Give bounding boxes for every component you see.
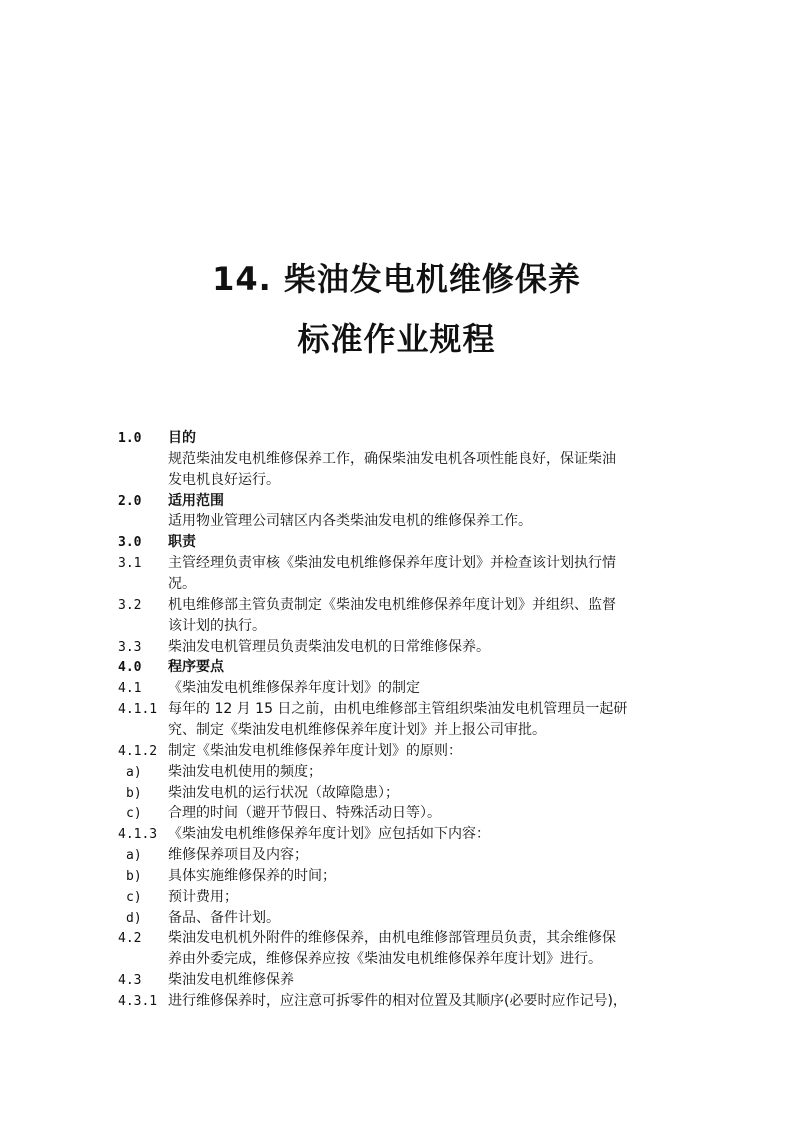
clause-number: 1.0 [118,431,142,446]
clause-number: 4.3 [118,973,142,989]
clause-number: 4.0 [118,660,142,676]
clause-number: d) [126,910,142,926]
clause-text: 柴油发电机管理员负责柴油发电机的日常维修保养。 [168,638,490,655]
clause-text: 维修保养项目及内容； [168,847,308,863]
clause-number: 2.0 [118,493,142,509]
clause-text: 适用物业管理公司辖区内各类柴油发电机的维修保养工作。 [168,513,532,530]
clause-text: 《柴油发电机维修保养年度计划》的制定 [168,680,420,697]
clause-number: 3.2 [118,597,142,613]
clause-number: a) [126,848,142,863]
clause-text: 究、制定《柴油发电机维修保养年度计划》并上报公司审批。 [168,721,546,738]
section-title: 目的 [168,430,196,446]
section-title: 职责 [168,534,196,551]
clause-text: 况。 [168,576,196,592]
clause-text: 进行维修保养时，应注意可拆零件的相对位置及其顺序(必要时应作记号)， [168,993,627,1009]
clause-number: 4.1.1 [118,702,158,717]
clause-text: 《柴油发电机维修保养年度计划》应包括如下内容： [168,826,490,843]
clause-number: c) [126,806,142,822]
document-title-line-2: 标准作业规程 [297,320,496,358]
section-title: 程序要点 [168,659,224,676]
clause-number: 4.1 [118,681,142,697]
clause-text: 柴油发电机维修保养 [168,972,294,989]
clause-number: 3.3 [118,639,142,655]
clause-number: 4.2 [118,931,142,947]
clause-number: 4.3.1 [118,994,158,1009]
clause-number: b) [126,785,142,801]
clause-text: 制定《柴油发电机维修保养年度计划》的原则： [168,742,462,759]
clause-text: 养由外委完成，维修保养应按《柴油发电机维修保养年度计划》进行。 [168,951,602,968]
clause-text: 发电机良好运行。 [168,471,280,488]
clause-number: 3.1 [118,556,142,572]
clause-text: 该计划的执行。 [168,617,266,634]
clause-number: a) [126,764,142,780]
clause-text: 柴油发电机机外附件的维修保养，由机电维修部管理员负责，其余维修保 [168,930,616,947]
section-title: 适用范围 [168,492,224,509]
clause-text: 机电维修部主管负责制定《柴油发电机维修保养年度计划》并组织、监督 [168,596,616,613]
clause-number: b) [126,868,142,884]
clause-number: 4.1.2 [118,743,158,759]
clause-text: 每年的 12 月 15 日之前，由机电维修部主管组织柴油发电机管理员一起研 [168,701,628,717]
clause-number: 3.0 [118,535,142,551]
clause-text: 柴油发电机使用的频度； [168,763,322,780]
clause-text: 合理的时间（避开节假日、特殊活动日等）。 [168,805,441,822]
clause-text: 主管经理负责审核《柴油发电机维修保养年度计划》并检查该计划执行情 [168,555,616,572]
clause-text: 柴油发电机的运行状况（故障隐患）； [168,784,399,801]
clause-text: 备品、备件计划。 [168,909,280,926]
clause-number: 4.1.3 [118,827,158,843]
clause-text: 规范柴油发电机维修保养工作，确保柴油发电机各项性能良好，保证柴油 [168,450,616,467]
clause-number: c) [126,889,142,905]
clause-text: 具体实施维修保养的时间； [168,867,336,884]
document-title-line-1: 14. 柴油发电机维修保养 [212,260,581,298]
clause-text: 预计费用； [168,888,238,905]
